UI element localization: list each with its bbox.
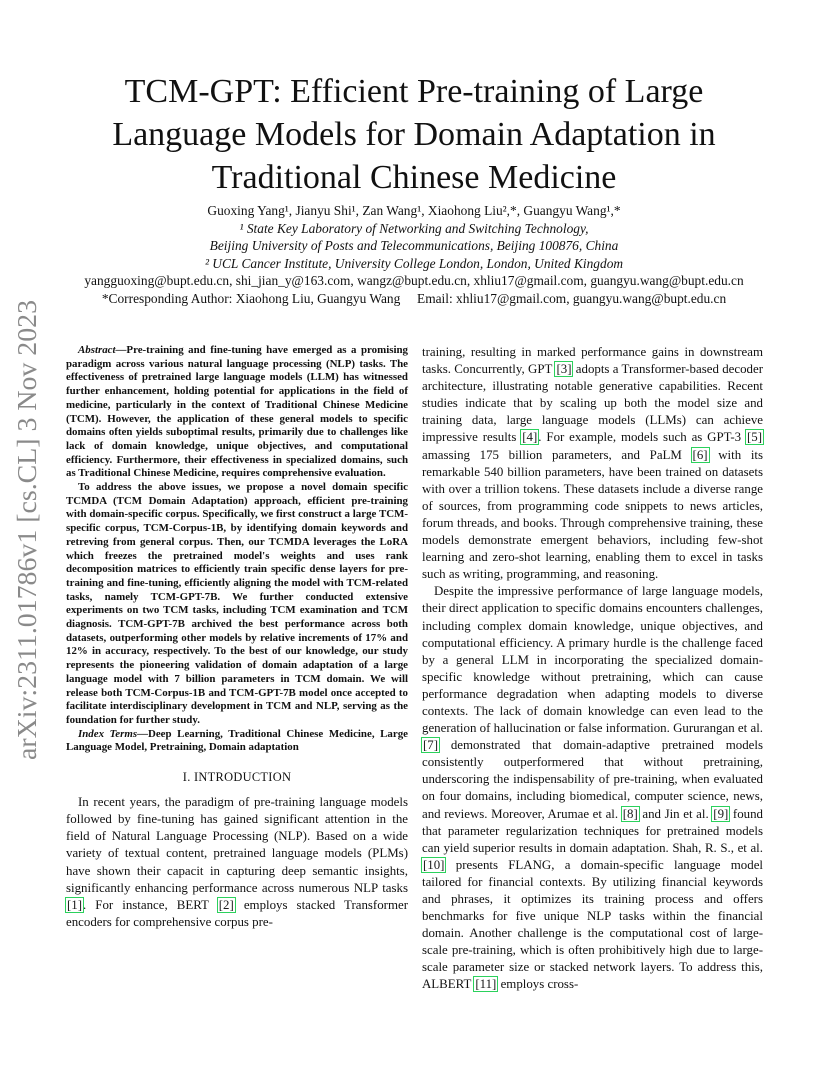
body-text: presents FLANG, a domain-specific language model tailored for financial contexts. By utilizing financial keywords and phrases, it optimizes its training process and offers benchmarks for five unique NLP tasks within the financial domain. Another challenge is the computational cost of large-scale pre-training, which is often prohibitively high due to large-scale parameter size or stacked network layers. To address this, ALBERT	[422, 857, 763, 992]
intro-text: employs stacked Transformer encoders for comprehensive corpus pre-	[66, 897, 408, 929]
citation-link[interactable]: [8]	[622, 806, 638, 821]
paper-title: TCM-GPT: Efficient Pre-training of Large Language Models for Domain Adaptation in Traditional Chinese Medicine	[112, 73, 716, 196]
citation-link[interactable]: [7]	[423, 738, 439, 753]
citation-link[interactable]: [5]	[746, 430, 762, 445]
arxiv-identifier-stamp	[6, 290, 46, 770]
intro-text: . For instance, BERT	[83, 897, 218, 912]
body-text: Despite the impressive performance of large language models, their direct application to specific domains encounters challenges, including complex domain knowledge, unique objectives, and computational efficiency. A primary hurdle is the challenge faced by a general LLM in incorporating the specialized domain-specific knowledge without pretraining, which can cause performance degradation when adapting models to diverse contexts. The lack of domain knowledge can even lead to the generation of hallucination or false information. Gururangan et al.	[422, 584, 763, 736]
affiliation-1-line-1: ¹ State Key Laboratory of Networking and Switching Technology,	[239, 220, 589, 236]
abstract-label: Abstract	[78, 344, 116, 356]
intro-text: In recent years, the paradigm of pre-training language models followed by fine-tuning has gained significant attention in the field of Natural Language Processing (NLP). Based on a wide variety of textual content, pretrained language models (PLMs) have shown their capacit in capturing deep semantic insights, significantly enhancing performance across numerous NLP tasks	[66, 795, 408, 895]
citation-link[interactable]: [2]	[218, 897, 234, 912]
author-names: Guoxing Yang¹, Jianyu Shi¹, Zan Wang¹, Xiaohong Liu²,*, Guangyu Wang¹,*	[207, 203, 621, 218]
body-text: adopts a Transformer-based decoder architecture, illustrating notable generative capabilities. Recent studies indicate that by scaling up both the model size and training data, large language models (LLMs) can achieve impressive results	[422, 362, 763, 445]
abstract	[66, 344, 408, 755]
section-heading-introduction: I. INTRODUCTION	[182, 770, 292, 785]
affiliation-1-line-2: Beijing University of Posts and Telecommunications, Beijing 100876, China	[209, 238, 619, 253]
index-terms-label: Index Terms	[78, 727, 138, 740]
affiliation-2: ² UCL Cancer Institute, University College London, London, United Kingdom	[204, 255, 624, 271]
body-text: and Jin et al.	[638, 806, 713, 821]
right-column	[422, 344, 763, 994]
citation-link[interactable]: [6]	[692, 447, 708, 462]
abstract-paragraph-2: To address the above issues, we propose a novel domain specific TCMDA (TCM Domain Adaptation) approach, efficient pre-training with domain-specific corpus. Specifically, we first construct a large TCM-specific corpus, TCM-Corpus-1B, by identifying domain keywords and retreving from general corpus. Then, our TCMDA leverages the LoRA which freezes the pretrained model's weights and uses rank decomposition matrices to efficiently train specific dense layers for pre-training and fine-tuning, efficiently aligning the model with TCM-related tasks, namely TCM-GPT-7B. We further conducted extensive experiments on two TCM tasks, including TCM examination and TCM diagnosis. TCM-GPT-7B archived the best performance across both datasets, outperforming other models by relative increments of 17% and 12% in accuracy, respectively. To the best of our knowledge, our study represents the pioneering validation of domain adaptation of a large language model with 7 billion parameters in TCM domain. We will release both TCM-Corpus-1B and TCM-GPT-7B model once accepted to facilitate interdisciplinary development in TCM and NLP, serving as the foundation for further study.	[66, 481, 408, 726]
author-emails: yangguoxing@bupt.edu.cn, shi_jian_y@163.com, wangz@bupt.edu.cn, xhliu17@gmail.com, guangyu.wang@bupt.edu.cn	[84, 273, 744, 288]
intro-paragraph-continued	[422, 344, 763, 583]
body-text: amassing 175 billion parameters, and PaLM	[422, 447, 692, 462]
index-terms-text: —Deep Learning, Traditional Chinese Medicine, Large Language Model, Pretraining, Domain adaptation	[66, 727, 408, 754]
body-text: employs cross-	[497, 977, 579, 992]
left-column	[66, 344, 408, 931]
body-text: found that parameter regularization techniques for pretrained models can yield superior results in domain adaptation. Shah, R. S., et al.	[422, 806, 763, 855]
abstract-text-1: —Pre-training and fine-tuning have emerged as a promising paradigm across various natural language processing (NLP) tasks. The effectiveness of pretrained large language models (LLM) has witnessed further enhancement, holding potential for applications in the field of medicine, particularly in the context of Traditional Chinese Medicine (TCM). However, the application of these general models to specific domains often yields suboptimal results, primarily due to challenges like lack of domain knowledge, unique objectives, and computational efficiency. Furthermore, their effectiveness in specialized domains, such as Traditional Chinese Medicine, requires comprehensive evaluation.	[66, 344, 408, 480]
body-text: training, resulting in marked performance gains in downstream tasks. Concurrently, GPT	[422, 345, 763, 377]
citation-link[interactable]: [11]	[475, 977, 497, 992]
body-text: with its remarkable 540 billion parameters, have been trained on datasets with over a trillion tokens. These datasets include a diverse range of sources, from programming code snippets to news articles, forum threads, and books. Through comprehensive training, these models demonstrate emergent behaviors, including few-shot learning and zero-shot learning, enabling them to excel in tasks such as writing, programming, and reasoning.	[422, 447, 763, 582]
citation-link[interactable]: [3]	[556, 362, 572, 377]
citation-link[interactable]: [4]	[522, 430, 538, 445]
body-text: demonstrated that domain-adaptive pretrained models consistently outperformered that without pretraining, underscoring the indispensability of pre-training, when evaluated on four domains, including biomedical, computer science, news, and reviews. Moreover, Arumae et al.	[422, 738, 763, 821]
arxiv-id-text: arXiv:2311.01786v1 [cs.CL] 3 Nov 2023	[12, 314, 42, 760]
citation-link[interactable]: [9]	[713, 806, 729, 821]
citation-link[interactable]: [10]	[423, 857, 445, 872]
author-block	[60, 202, 768, 307]
body-text: . For example, models such as GPT-3	[538, 430, 746, 445]
intro-paragraph-2	[422, 583, 763, 993]
abstract-paragraph-1	[66, 344, 408, 481]
corresponding-author: *Corresponding Author: Xiaohong Liu, Guangyu Wang Email: xhliu17@gmail.com, guangyu.wang@bupt.edu.cn	[101, 290, 727, 306]
index-terms	[66, 728, 408, 755]
intro-paragraph-1	[66, 794, 408, 931]
citation-link[interactable]: [1]	[67, 897, 83, 912]
